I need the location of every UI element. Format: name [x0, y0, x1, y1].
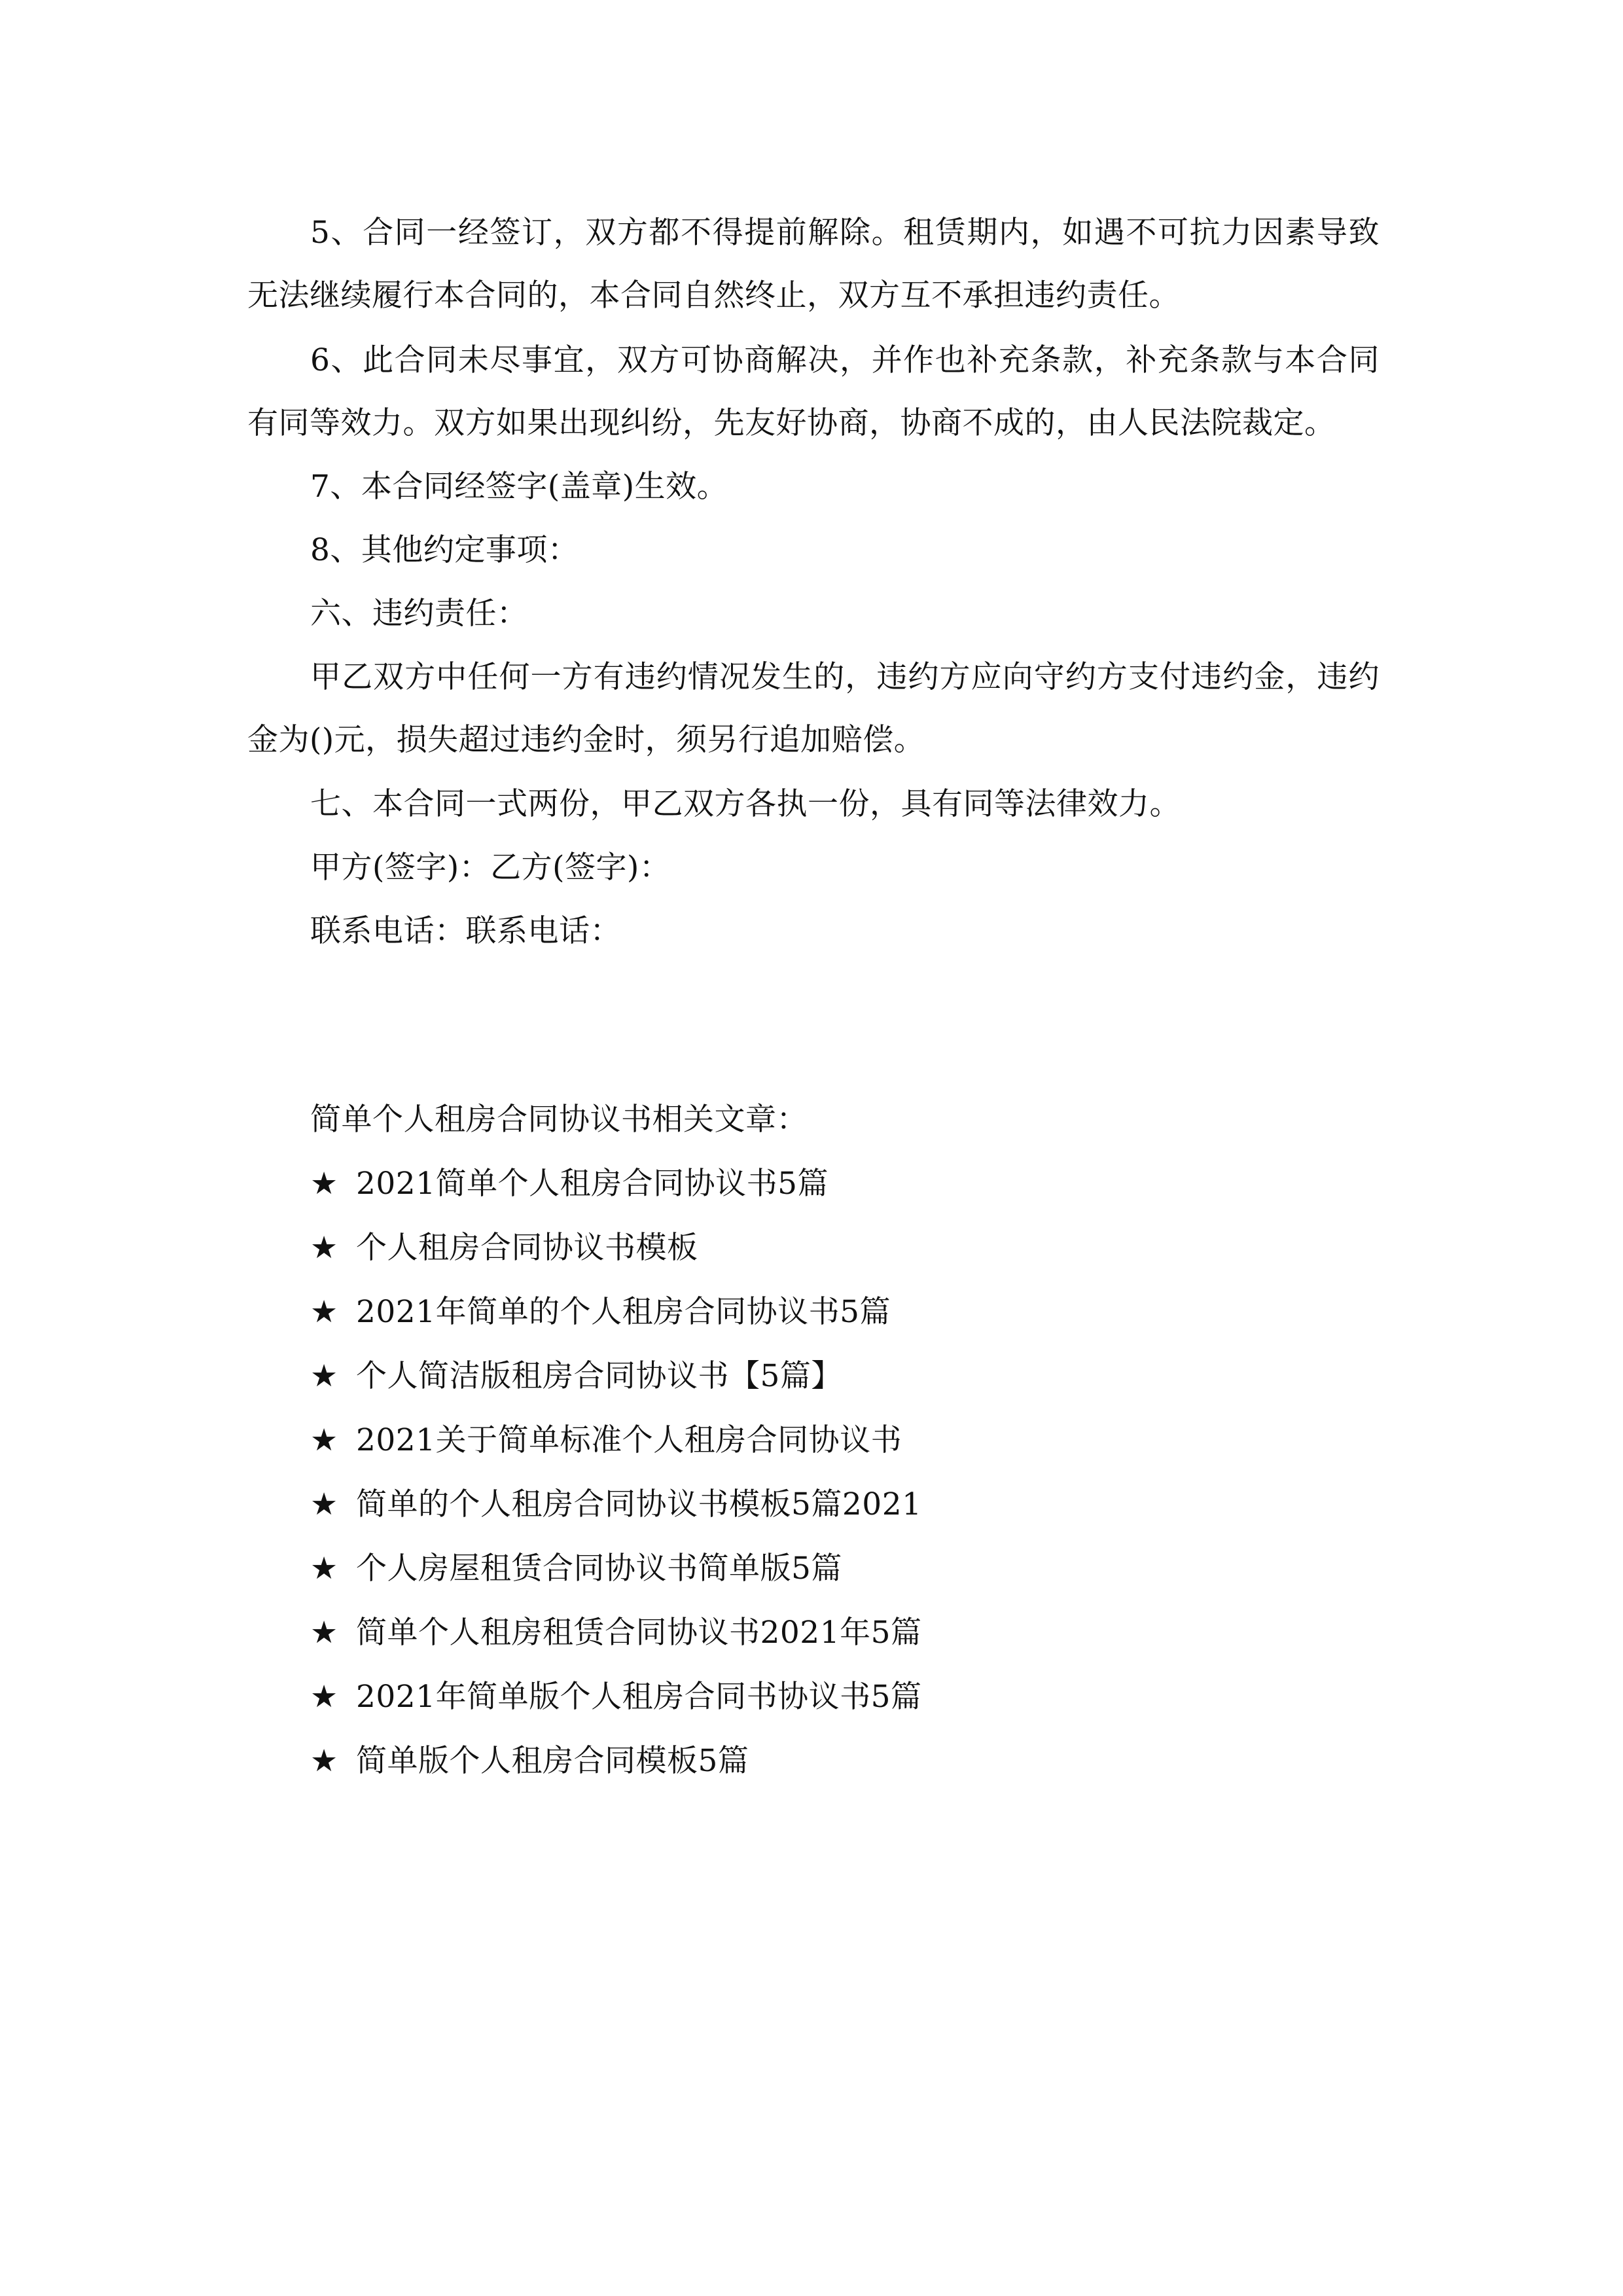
related-article-title: 个人简洁版租房合同协议书【5篇】 — [356, 1358, 842, 1394]
section-7-text: 七、本合同一式两份，甲乙双方各执一份，具有同等法律效力。 — [310, 786, 1181, 822]
star-icon: ★ — [310, 1166, 338, 1202]
related-articles-list — [310, 1152, 922, 1793]
related-article-title: 个人租房合同协议书模板 — [356, 1230, 698, 1266]
star-icon: ★ — [310, 1230, 338, 1266]
related-article-link[interactable] — [310, 1665, 922, 1729]
clause-8: 8、其他约定事项： — [310, 532, 579, 568]
star-icon: ★ — [310, 1551, 338, 1587]
star-icon: ★ — [310, 1615, 338, 1651]
related-article-title: 个人房屋租赁合同协议书简单版5篇 — [356, 1551, 842, 1587]
related-article-link[interactable] — [310, 1473, 922, 1537]
section-6-heading: 六、违约责任： — [310, 596, 528, 632]
related-article-link[interactable] — [310, 1280, 922, 1344]
related-article-title: 2021关于简单标准个人租房合同协议书 — [356, 1422, 902, 1458]
related-article-title: 2021简单个人租房合同协议书5篇 — [356, 1166, 829, 1202]
related-article-title: 简单个人租房租赁合同协议书2021年5篇 — [356, 1615, 922, 1651]
related-article-link[interactable] — [310, 1344, 922, 1408]
star-icon: ★ — [310, 1743, 338, 1779]
star-icon: ★ — [310, 1679, 338, 1715]
related-article-title: 2021年简单版个人租房合同书协议书5篇 — [356, 1679, 922, 1715]
phone-line: 联系电话：联系电话： — [310, 913, 621, 949]
related-article-title: 2021年简单的个人租房合同协议书5篇 — [356, 1294, 891, 1330]
related-article-link[interactable] — [310, 1216, 922, 1280]
clause-6: 6、此合同未尽事宜，双方可协商解决，并作也补充条款，补充条款与本合同有同等效力。双方如果出现纠纷，先友好协商，协商不成的，由人民法院裁定。 — [247, 342, 1380, 441]
star-icon: ★ — [310, 1358, 338, 1394]
related-article-link[interactable] — [310, 1537, 922, 1601]
related-article-title: 简单版个人租房合同模板5篇 — [356, 1743, 749, 1779]
related-article-link[interactable] — [310, 1152, 922, 1216]
clause-5: 5、合同一经签订，双方都不得提前解除。租赁期内，如遇不可抗力因素导致无法继续履行本合同的，本合同自然终止，双方互不承担违约责任。 — [247, 215, 1380, 314]
related-article-link[interactable] — [310, 1729, 922, 1793]
related-article-title: 简单的个人租房合同协议书模板5篇2021 — [356, 1486, 922, 1522]
signature-line: 甲方(签字)：乙方(签字)： — [310, 850, 671, 886]
star-icon: ★ — [310, 1486, 338, 1522]
related-articles-heading: 简单个人租房合同协议书相关文章： — [310, 1102, 808, 1138]
section-6-text: 甲乙双方中任何一方有违约情况发生的，违约方应向守约方支付违约金，违约金为()元，损失超过违约金时，须另行追加赔偿。 — [247, 659, 1380, 758]
related-article-link[interactable] — [310, 1601, 922, 1665]
related-article-link[interactable] — [310, 1408, 922, 1473]
star-icon: ★ — [310, 1422, 338, 1458]
star-icon: ★ — [310, 1294, 338, 1330]
clause-7: 7、本合同经签字(盖章)生效。 — [310, 469, 728, 505]
